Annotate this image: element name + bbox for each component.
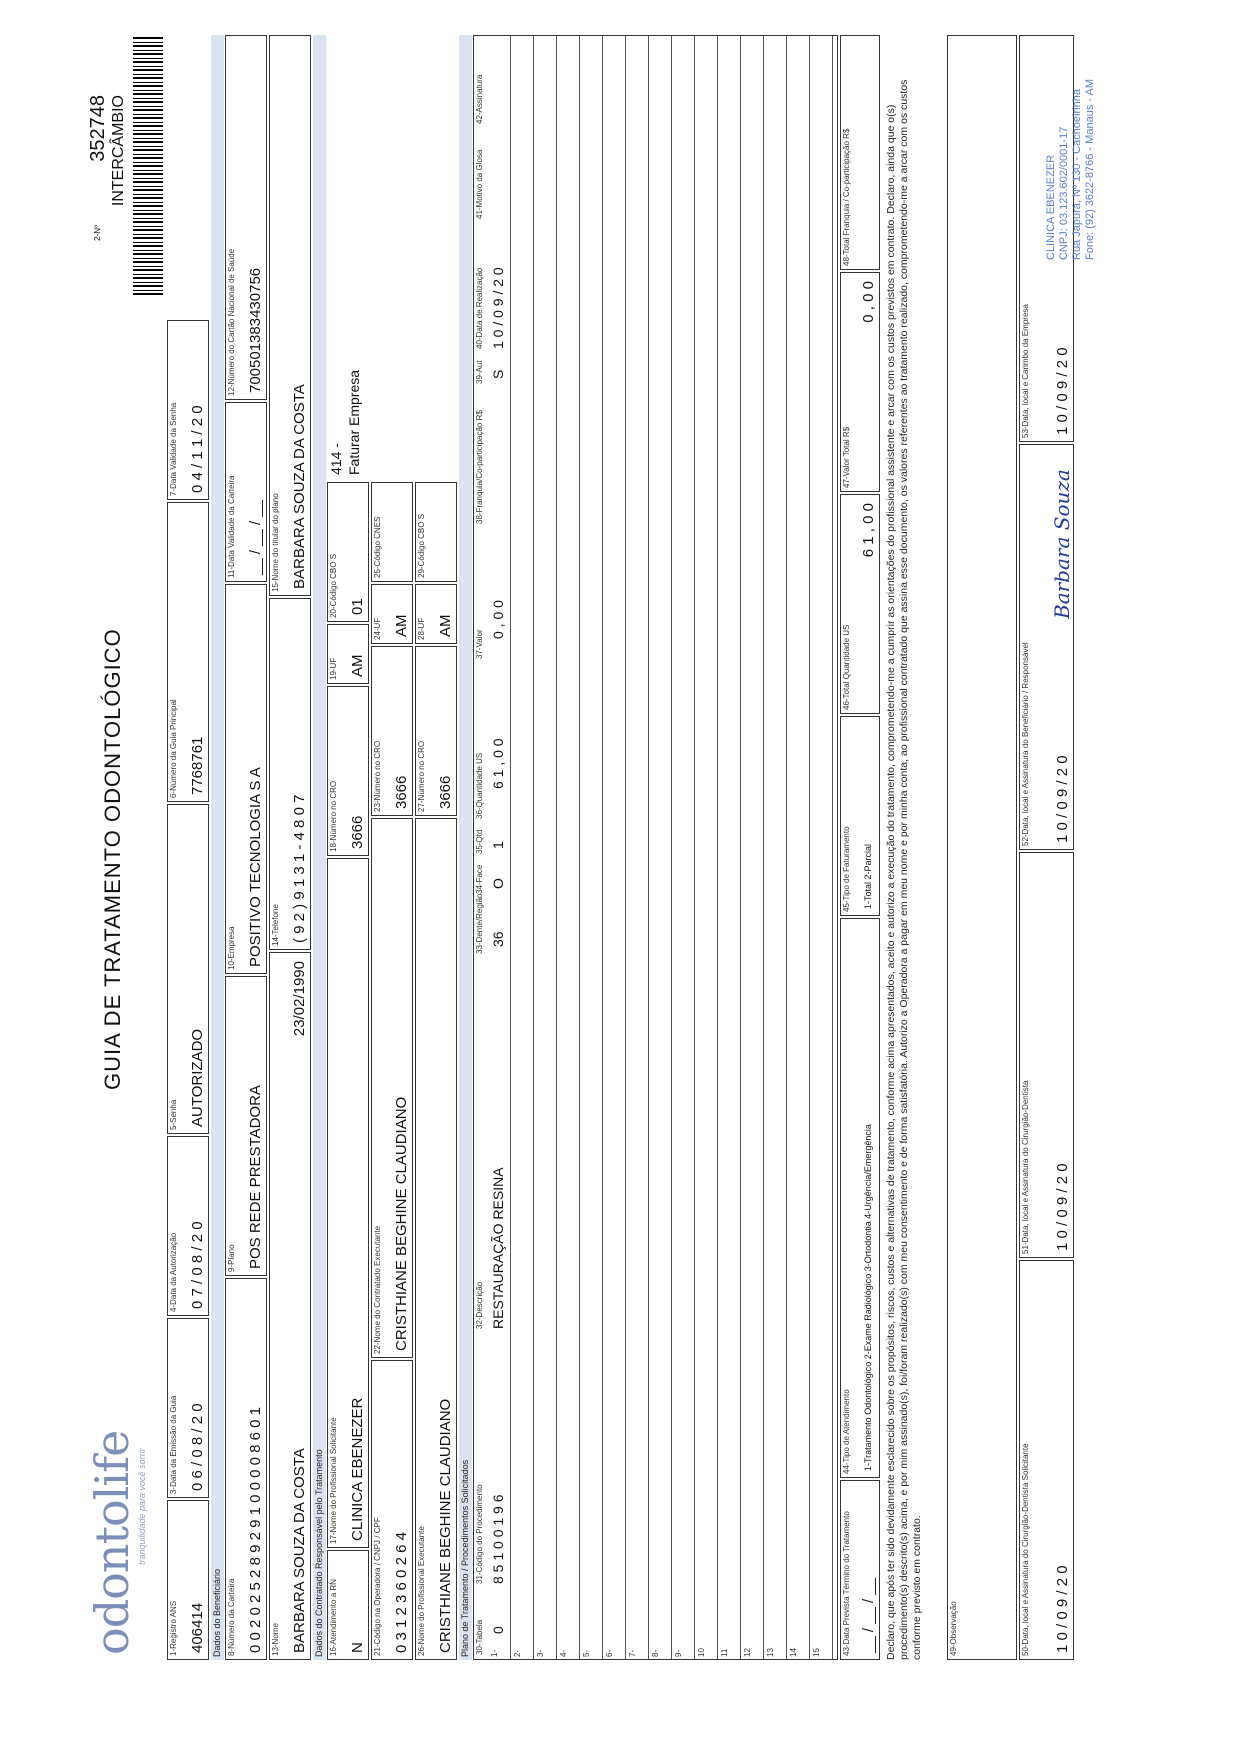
- table-row: [718, 36, 741, 1659]
- document-page: [85, 35, 1120, 1660]
- table-row: [672, 36, 695, 1659]
- field-senha[interactable]: 5-Senha AUTORIZADO: [167, 804, 209, 1134]
- field-cartao-nacional[interactable]: 12-Número do Cartão Nacional de Saúde 700501383430756: [225, 35, 267, 400]
- cell-codigo[interactable]: 8 5 1 0 0 1 9 6: [490, 1494, 506, 1584]
- field-validade-senha[interactable]: 7-Data Validade da Senha 0 4 / 1 1 / 2 0: [167, 320, 209, 500]
- field-tipo-atendimento[interactable]: 44-Tipo de Atendimento 1-Tratamento Odontológico 2-Exame Radiológico 3-Ortodontia 4-Urgência/Emergência: [840, 918, 880, 1478]
- row-number: 6-: [605, 1649, 614, 1657]
- row-number: 14: [789, 1648, 798, 1657]
- field-uf-solicitante[interactable]: 19-UF AM: [327, 624, 369, 684]
- field-data-autorizacao[interactable]: 4-Data da Autorização 0 7 / 0 8 / 2 0: [167, 1136, 209, 1316]
- guide-number: 352748: [87, 95, 109, 162]
- row-number: 7-: [628, 1649, 637, 1657]
- field-registro-ans[interactable]: 1-Registro ANS 406414: [167, 1500, 209, 1660]
- intercambio-label: INTERCÂMBIO: [110, 95, 127, 207]
- field-observacao[interactable]: 49-Observação: [947, 35, 1017, 1660]
- field-cnes[interactable]: 25-Código CNES: [371, 482, 413, 582]
- guide-number-label: 2-Nº: [93, 225, 102, 241]
- field-empresa[interactable]: 10-Empresa POSITIVO TECNOLOGIA S A: [225, 584, 267, 974]
- section-plano: Plano de Tratamento / Procedimentos Solicitados: [459, 35, 472, 1660]
- table-row: [557, 36, 580, 1659]
- table-body: [488, 36, 838, 1659]
- field-total-franquia[interactable]: 48-Total Franquia / Co-participação R$: [840, 35, 880, 270]
- cell-aut[interactable]: S: [490, 369, 506, 379]
- header: [85, 35, 165, 1660]
- cell-us[interactable]: 6 1 , 0 0: [490, 738, 506, 789]
- field-profissional-executante[interactable]: 26-Nome do Profissional Executante CRISTHIANE BEGHINE CLAUDIANO: [415, 818, 457, 1660]
- declaration: Declaro, que após ter sido devidamente esclarecido sobre os propósitos, riscos, custos e alternativas de tratamento, conforme acima apresentados, aceito e autorizo a execução do tratamento, comprometendo-me a cumprir as orientações do profissional assistente e arcar com os custos previstos em contrato. Declaro, ainda que o(s) procedimento(s) descrito(s) acima, e por mim assinado(s), foi/foram realizado(s) com meu consentimento e de forma satisfatória. Autorizo a Operadora a pagar em meu nome e por minha conta, ao profissional contratado que assina esse documento, os valores referentes ao tratamento realizado, comprometendo-me a arcar com os custos conforme previsto em contrato.: [885, 79, 923, 1660]
- company-stamp: CLINICA EBENEZER CNPJ: 03.123.602/0001-17 Rua Japurá, Nº 130 - Cachoeirinha Fone: (92) 3622-8766 - Manaus - AM: [1045, 79, 1096, 260]
- field-valor-total[interactable]: 47-Valor Total R$ 0 , 0 0: [840, 272, 880, 492]
- table-row: [649, 36, 672, 1659]
- table-row: [810, 36, 833, 1659]
- field-data-prevista[interactable]: 43-Data Prevista Término do Tratamento __ / __ / __: [840, 1480, 880, 1660]
- table-row: [603, 36, 626, 1659]
- field-validade-carteira[interactable]: 11-Data Validade da Carteira __ / __ / __: [225, 402, 267, 582]
- cell-tabela[interactable]: 0: [490, 1626, 506, 1634]
- section-beneficiario: Dados do Beneficiário: [211, 35, 224, 1660]
- field-numero-carteira[interactable]: 8-Número da Carteira 0 0 2 0 2 5 2 8 9 2 9 1 0 0 0 0 8 6 0 1: [225, 1278, 267, 1660]
- field-tipo-faturamento[interactable]: 45-Tipo de Faturamento 1-Total 2-Parcial: [840, 716, 880, 916]
- field-cro-executante[interactable]: 27-Número no CRO 3666: [415, 646, 457, 816]
- billing-note: 414 - Faturar Empresa: [328, 369, 362, 475]
- row-number: 15: [812, 1648, 821, 1657]
- table-row: [488, 36, 511, 1659]
- row-number: 9-: [674, 1649, 683, 1657]
- field-uf-executante[interactable]: 28-UF AM: [415, 584, 457, 644]
- row-number: 3-: [536, 1649, 545, 1657]
- cell-dente[interactable]: 36: [490, 931, 506, 947]
- field-cro-solicitante[interactable]: 18-Número no CRO 3666: [327, 686, 369, 856]
- field-plano[interactable]: 9-Plano POS REDE PRESTADORA: [225, 976, 267, 1276]
- field-data-emissao[interactable]: 3-Data da Emissão da Guia 0 6 / 0 8 / 2 0: [167, 1318, 209, 1498]
- table-row: [580, 36, 603, 1659]
- cell-face[interactable]: O: [490, 878, 506, 889]
- field-assinatura-solicitante[interactable]: 50-Data, local e Assinatura do Cirurgião-Dentista Solicitante 1 0 / 0 9 / 2 0: [1019, 1260, 1074, 1660]
- cell-valor[interactable]: 0 , 0 0: [490, 600, 506, 639]
- row-number: 13: [766, 1648, 775, 1657]
- row-number: 2-: [513, 1649, 522, 1657]
- table-row: [511, 36, 534, 1659]
- beneficiary-signature: Barbara Souza: [1050, 469, 1074, 619]
- field-carimbo-empresa[interactable]: 53-Data, local e Carimbo da Empresa 1 0 / 0 9 / 2 0: [1019, 35, 1074, 442]
- field-cbo-solicitante[interactable]: 20-Código CBO S 01: [327, 482, 369, 622]
- field-atendimento-rn[interactable]: 16-Atendimento a RN N: [327, 1550, 369, 1660]
- field-cbo-executante[interactable]: 29-Código CBO S: [415, 482, 457, 582]
- field-codigo-operadora[interactable]: 21-Código na Operadora / CNPJ / CPF 0 3 1 2 3 6 0 2 6 4: [371, 1360, 413, 1660]
- cell-descricao[interactable]: RESTAURAÇÃO RESINA: [490, 1167, 506, 1329]
- logo-text: odontolife: [85, 1430, 139, 1655]
- row-number: 8-: [651, 1649, 660, 1657]
- field-cro-contratado[interactable]: 23-Número no CRO 3666: [371, 646, 413, 816]
- table-header: 30-Tabela 31-Código do Procedimento 32-Descrição 33-Dente/Região 34-Face 35-Qtd 36-Quantidade US 37-Valor 38-Franquia/Co-participação R$ 39-Aut 40-Data de Realização 41-Motivo da Glosa 42-Assinatura: [475, 74, 484, 1655]
- field-contratado-executante[interactable]: 22-Nome do Contratado Executante CRISTHIANE BEGHINE CLAUDIANO: [371, 818, 413, 1358]
- barcode-icon: [133, 35, 163, 295]
- field-total-us[interactable]: 46-Total Quantidade US 6 1 , 0 0: [840, 494, 880, 714]
- field-titular[interactable]: 15-Nome do titular do plano BARBARA SOUZA DA COSTA: [269, 35, 311, 596]
- field-guia-principal[interactable]: 6-Número da Guia Principal 7768761: [167, 502, 209, 802]
- row-number: 4-: [559, 1649, 568, 1657]
- row-number: 1-: [490, 1649, 499, 1657]
- section-contratado: Dados do Contratado Responsável pelo Tratamento: [313, 35, 326, 1660]
- birth-date: 23/02/1990: [291, 961, 308, 1037]
- slogan: tranquilidade para você sorrir: [137, 1448, 147, 1565]
- table-row: [787, 36, 810, 1659]
- field-assinatura-beneficiario[interactable]: 52-Data, local e Assinatura do Beneficiário / Responsável 1 0 / 0 9 / 2 0 Barbara Souza: [1019, 444, 1074, 850]
- page-title: GUIA DE TRATAMENTO ODONTOLÓGICO: [100, 628, 125, 1090]
- field-nome[interactable]: 13-Nome BARBARA SOUZA DA COSTA 23/02/1990: [269, 952, 311, 1660]
- field-assinatura-dentista[interactable]: 51-Data, local e Assinatura do Cirurgião-Dentista 1 0 / 0 9 / 2 0: [1019, 852, 1074, 1258]
- table-row: [741, 36, 764, 1659]
- field-profissional-solicitante[interactable]: 17-Nome do Profissional Solicitante CLINICA EBENEZER: [327, 858, 369, 1548]
- table-row: [764, 36, 787, 1659]
- field-uf-contratado[interactable]: 24-UF AM: [371, 584, 413, 644]
- table-row: [534, 36, 557, 1659]
- row-number: 5-: [582, 1649, 591, 1657]
- table-row: [626, 36, 649, 1659]
- row-number: 11: [720, 1648, 729, 1657]
- cell-data[interactable]: 1 0 / 0 9 / 2 0: [490, 267, 506, 349]
- procedures-table: [473, 35, 838, 1660]
- row-number: 10: [697, 1648, 706, 1657]
- table-row: [695, 36, 718, 1659]
- row-number: 12: [743, 1648, 752, 1657]
- field-telefone[interactable]: 14-Telefone ( 9 2 ) 9 1 3 1 - 4 8 0 7: [269, 598, 311, 950]
- cell-qtd[interactable]: 1: [490, 841, 506, 849]
